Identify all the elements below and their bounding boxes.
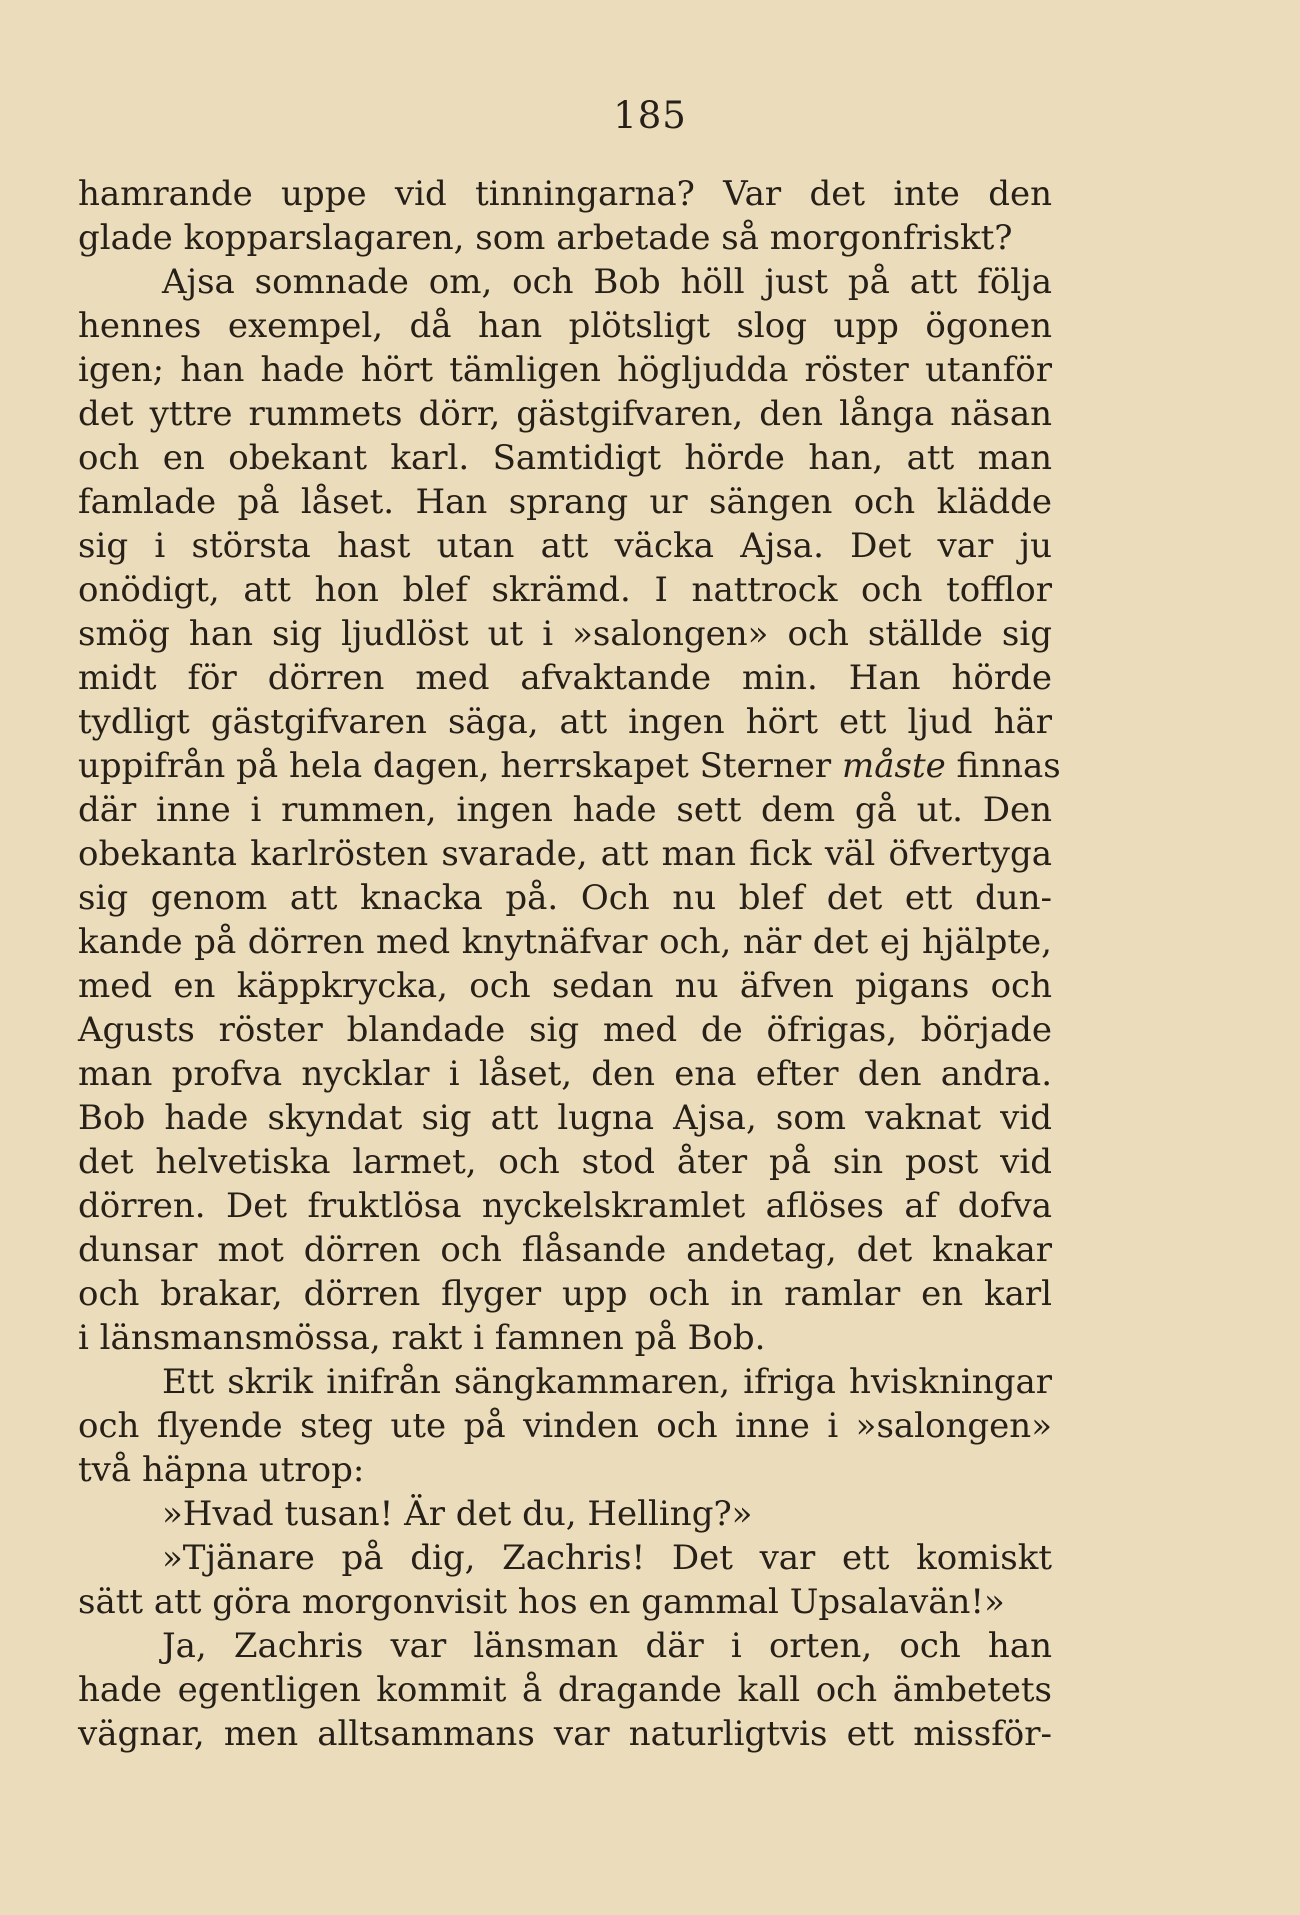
text-line: i länsmansmössa, rakt i famnen på Bob. (78, 1318, 766, 1358)
text-line: Ja, Zachris var länsman där i orten, och han (162, 1626, 1052, 1666)
text-segment: uppifrån på hela dagen, herrskapet Sterner (78, 746, 842, 786)
text-line: med en käppkrycka, och sedan nu äfven pigans och (78, 966, 1052, 1006)
text-line: famlade på låset. Han sprang ur sängen och klädde (78, 482, 1052, 522)
text-line: smög han sig ljudlöst ut i »salongen» och ställde sig (78, 614, 1052, 654)
text-segment: finnas (945, 746, 1061, 786)
text-line: glade kopparslagaren, som arbetade så morgonfriskt? (78, 218, 1013, 258)
text-line: hennes exempel, då han plötsligt slog upp ögonen (78, 306, 1052, 346)
emphasized-word: måste (841, 746, 946, 786)
text-line: midt för dörren med afvaktande min. Han hörde (78, 658, 1052, 698)
text-line: hade egentligen kommit å dragande kall och ämbetets (78, 1670, 1052, 1710)
text-line: kande på dörren med knytnäfvar och, när det ej hjälpte, (78, 922, 1052, 962)
text-line: Ajsa somnade om, och Bob höll just på att följa (162, 262, 1052, 302)
text-line: det helvetiska larmet, och stod åter på sin post vid (78, 1142, 1052, 1182)
text-line: två häpna utrop: (78, 1450, 365, 1490)
text-line: dörren. Det fruktlösa nyckelskramlet aflöses af dofva (78, 1186, 1052, 1226)
text-line: sätt att göra morgonvisit hos en gammal Upsalavän!» (78, 1582, 1005, 1622)
text-line: dunsar mot dörren och flåsande andetag, det knakar (78, 1230, 1052, 1270)
text-line-with-emphasis (78, 744, 1061, 788)
text-line: tydligt gästgifvaren säga, att ingen hört ett ljud här (78, 702, 1052, 742)
text-line: sig genom att knacka på. Och nu blef det ett dun- (78, 878, 1052, 918)
text-line: »Hvad tusan! Är det du, Helling?» (162, 1494, 753, 1534)
text-line: och flyende steg ute på vinden och inne i »salongen» (78, 1406, 1052, 1446)
text-line: igen; han hade hört tämligen högljudda röster utanför (78, 350, 1052, 390)
text-line: »Tjänare på dig, Zachris! Det var ett komiskt (162, 1538, 1052, 1578)
text-line: Agusts röster blandade sig med de öfrigas, började (78, 1010, 1052, 1050)
text-line: Bob hade skyndat sig att lugna Ajsa, som vaknat vid (78, 1098, 1052, 1138)
text-line: sig i största hast utan att väcka Ajsa. Det var ju (78, 526, 1052, 566)
text-line: Ett skrik inifrån sängkammaren, ifriga hviskningar (162, 1362, 1052, 1402)
text-line: det yttre rummets dörr, gästgifvaren, den långa näsan (78, 394, 1052, 434)
text-line: där inne i rummen, ingen hade sett dem gå ut. Den (78, 790, 1052, 830)
text-line: man profva nycklar i låset, den ena efter den andra. (78, 1054, 1052, 1094)
text-line: obekanta karlrösten svarade, att man fick väl öfvertyga (78, 834, 1052, 874)
text-line: vägnar, men alltsammans var naturligtvis ett missför- (78, 1714, 1052, 1754)
text-line: onödigt, att hon blef skrämd. I nattrock och tofflor (78, 570, 1052, 610)
text-line: hamrande uppe vid tinningarna? Var det inte den (78, 174, 1052, 214)
page-number: 185 (613, 94, 687, 137)
text-line: och en obekant karl. Samtidigt hörde han, att man (78, 438, 1052, 478)
text-line: och brakar, dörren flyger upp och in ramlar en karl (78, 1274, 1052, 1314)
body-text (78, 172, 1061, 1756)
